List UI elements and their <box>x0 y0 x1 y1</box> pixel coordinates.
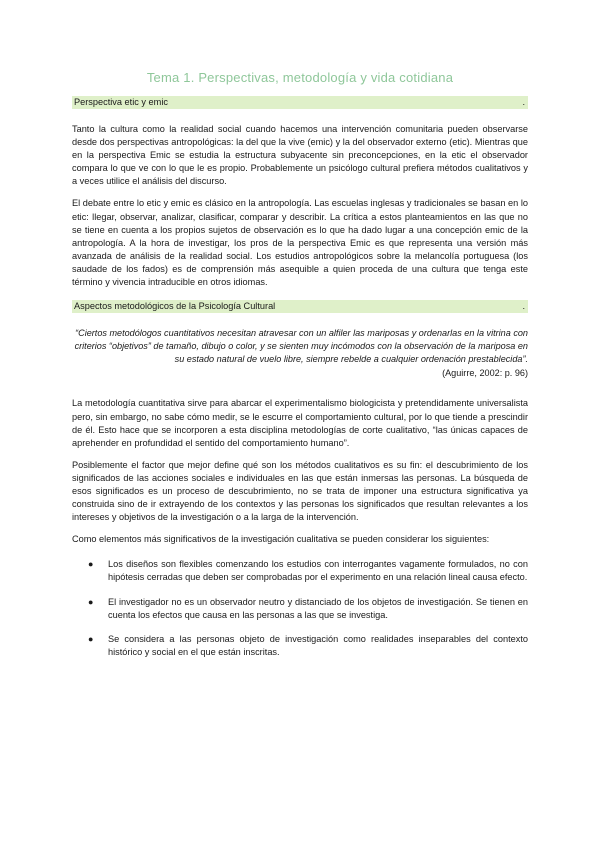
section-heading-trail: . <box>522 301 525 312</box>
paragraph: Como elementos más significativos de la investigación cualitativa se pueden considerar los siguientes: <box>72 534 490 545</box>
list-item <box>88 596 528 622</box>
section-heading-label: Aspectos metodológicos de la Psicología Cultural <box>74 301 276 312</box>
list-item-text: Los diseños son flexibles comenzando los estudios con interrogantes vagamente formulados, no con hipótesis cerradas que deben ser comprobadas por el experimento en una relación lineal causa efecto. <box>108 559 528 583</box>
bullet-icon: ● <box>88 633 94 644</box>
paragraph: El debate entre lo etic y emic es clásico en la antropología. Las escuelas inglesas y tradicionales se basan en lo etic: llegar, observar, analizar, clasificar, comparar y describir. La crítica a estos planteamientos en las que no se tiene en cuenta a los propios sujetos de observación es lo que ha dado lugar a una concepción emic de la antropología. A la hora de investigar, los pros de la perspectiva Emic es que representa una versión más avanzada de análisis de la realidad social. Los estudios antropológicos sobre la melancolía portuguesa (los saudade de los fados) es de comprensión más asequible a quien proceda de una cultura que tenga este término y vivencia intraducible en otros idiomas. <box>72 198 528 288</box>
bullet-icon: ● <box>88 596 94 607</box>
paragraph: La metodología cuantitativa sirve para abarcar el experimentalismo biologicista y pretendidamente universalista pero, sin embargo, no sabe cómo medir, se le escurre el comportamiento cultural, por lo que tiende a prescindir de él. Esto hace que se incorporen a esta disciplina metodologías de corte cualitativo, “las únicas capaces de aprehender en profundidad el sentido del comportamiento humano”. <box>72 398 528 448</box>
section-heading-label: Perspectiva etic y emic <box>74 97 168 107</box>
block-quote: “Ciertos metodólogos cuantitativos necesitan atravesar con un alfiler las mariposas y ordenarlas en la vitrina con criterios “objetivos” de tamaño, dibujo o color, y se sienten muy incómodos con la observación de la mariposa en su estado natural de vuelo libre, siempre rebelde a cualquier ordenación prestablecida”. <box>74 328 528 365</box>
document-title: Tema 1. Perspectivas, metodología y vida cotidiana <box>146 70 454 85</box>
paragraph: Posiblemente el factor que mejor define qué son los métodos cualitativos es su fin: el descubrimiento de los significados de las acciones sociales e individuales en las que están inmersas las personas. La búsqueda de esos significados es un proceso de descubrimiento, no se trata de imponer una estructura significativa ya construida sino de ir extrayendo de los contextos y las personas los significados que resultan relevantes a los intereses y objetivos de la investigación o a la larga de la intervención. <box>72 459 528 523</box>
list-item <box>88 558 528 584</box>
list-item-text: El investigador no es un observador neutro y distanciado de los objetos de investigación. Se tienen en cuenta los efectos que causa en las personas a las que se investiga. <box>108 596 528 620</box>
paragraph: Tanto la cultura como la realidad social cuando hacemos una intervención comunitaria pueden observarse desde dos perspectivas antropológicas: la del que la vive (emic) y la del observador externo (etic). Mientras que en la perspectiva Emic se estudia la estructura subyacente sin preconcepciones, en la etic el observador compara lo que ve con lo que le es propio. Probablemente un psicólogo cultural prefiera métodos cualitativos y a veces utilice el análisis del discurso. <box>72 124 528 187</box>
list-item <box>88 633 528 659</box>
section-heading-etic-emic <box>72 96 528 109</box>
list-item-text: Se considera a las personas objeto de investigación como realidades inseparables del contexto histórico y social en el que están inscritas. <box>108 633 528 657</box>
bullet-list <box>72 558 528 659</box>
section-heading-aspectos-metodologicos <box>72 300 528 313</box>
section-heading-trail: . <box>522 97 525 107</box>
bullet-icon: ● <box>88 559 94 570</box>
quote-citation: (Aguirre, 2002: p. 96) <box>442 368 528 379</box>
